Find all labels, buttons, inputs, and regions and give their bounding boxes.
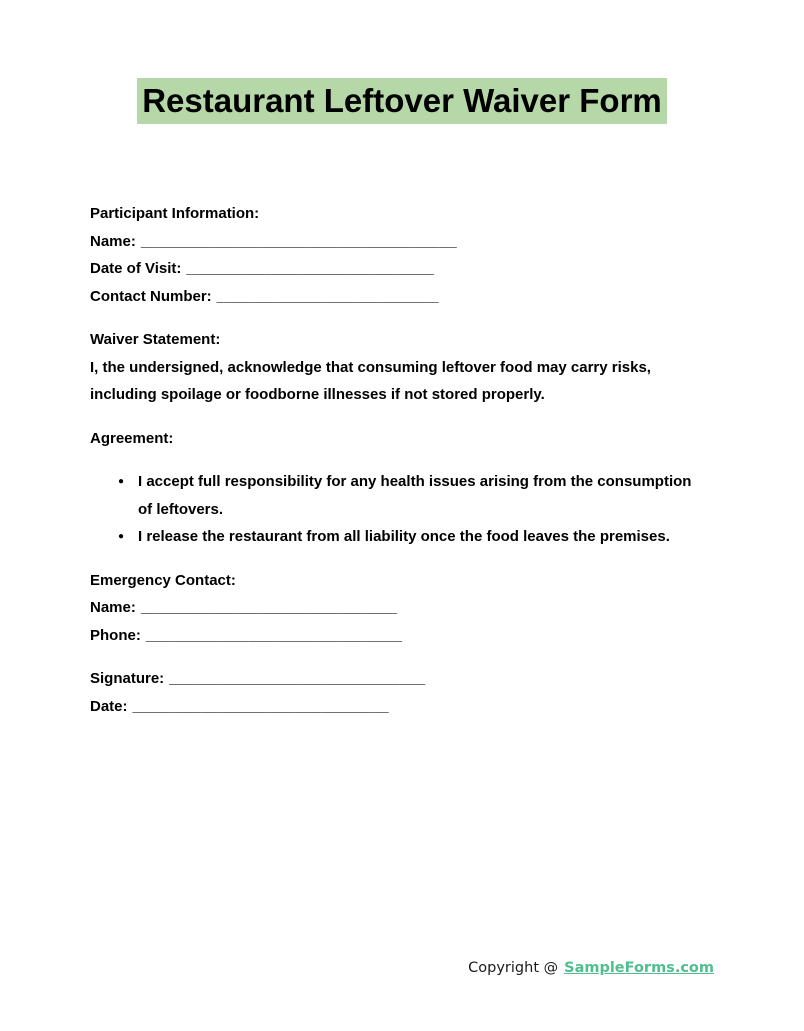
field-label: Date: <box>90 697 128 715</box>
field-label: Phone: <box>90 626 141 644</box>
emergency-phone-field <box>90 622 716 650</box>
section-heading: Waiver Statement: <box>90 331 221 348</box>
blank-line: ______________________________ <box>169 670 426 687</box>
participant-name-field <box>90 228 716 256</box>
copyright-text: Copyright @ <box>468 960 559 976</box>
page-title: Restaurant Leftover Waiver Form <box>137 78 667 124</box>
waiver-statement-section <box>90 326 716 409</box>
bullet-icon: ● <box>118 476 125 487</box>
blank-line: ______________________________ <box>140 599 398 616</box>
blank-line: ______________________________ <box>132 697 389 715</box>
bullet-icon: ● <box>118 531 125 542</box>
blank-line: __________________________ <box>216 287 439 305</box>
list-item <box>118 468 716 523</box>
blank-line: _____________________________ <box>186 260 435 277</box>
blank-line: ______________________________ <box>145 626 403 644</box>
agreement-list <box>90 468 716 551</box>
signature-section <box>90 665 716 720</box>
footer <box>468 960 714 976</box>
date-of-visit-field <box>90 255 716 283</box>
section-heading: Participant Information: <box>90 205 260 222</box>
field-label: Name: <box>90 599 136 616</box>
list-item <box>118 523 716 551</box>
signature-field <box>90 665 716 693</box>
waiver-statement-text: I, the undersigned, acknowledge that consuming leftover food may carry risks, including spoilage or foodborne illnesses if not stored properly. <box>90 358 651 403</box>
field-label: Date of Visit: <box>90 260 182 277</box>
field-label: Contact Number: <box>90 287 212 305</box>
blank-line: _____________________________________ <box>140 232 457 250</box>
participant-information-section <box>90 200 716 310</box>
section-heading: Emergency Contact: <box>90 571 236 589</box>
field-label: Signature: <box>90 670 165 687</box>
title-row <box>0 78 804 124</box>
emergency-name-field <box>90 594 716 622</box>
agreement-section <box>90 425 716 453</box>
list-item-text: I accept full responsibility for any health issues arising from the consumption of leftovers. <box>138 473 692 518</box>
contact-number-field <box>90 283 716 311</box>
field-label: Name: <box>90 232 136 250</box>
sampleforms-link[interactable]: SampleForms.com <box>564 960 714 976</box>
section-heading: Agreement: <box>90 429 174 447</box>
list-item-text: I release the restaurant from all liability once the food leaves the premises. <box>138 528 670 545</box>
date-field <box>90 693 716 721</box>
document-body <box>0 200 804 720</box>
emergency-contact-section <box>90 567 716 650</box>
